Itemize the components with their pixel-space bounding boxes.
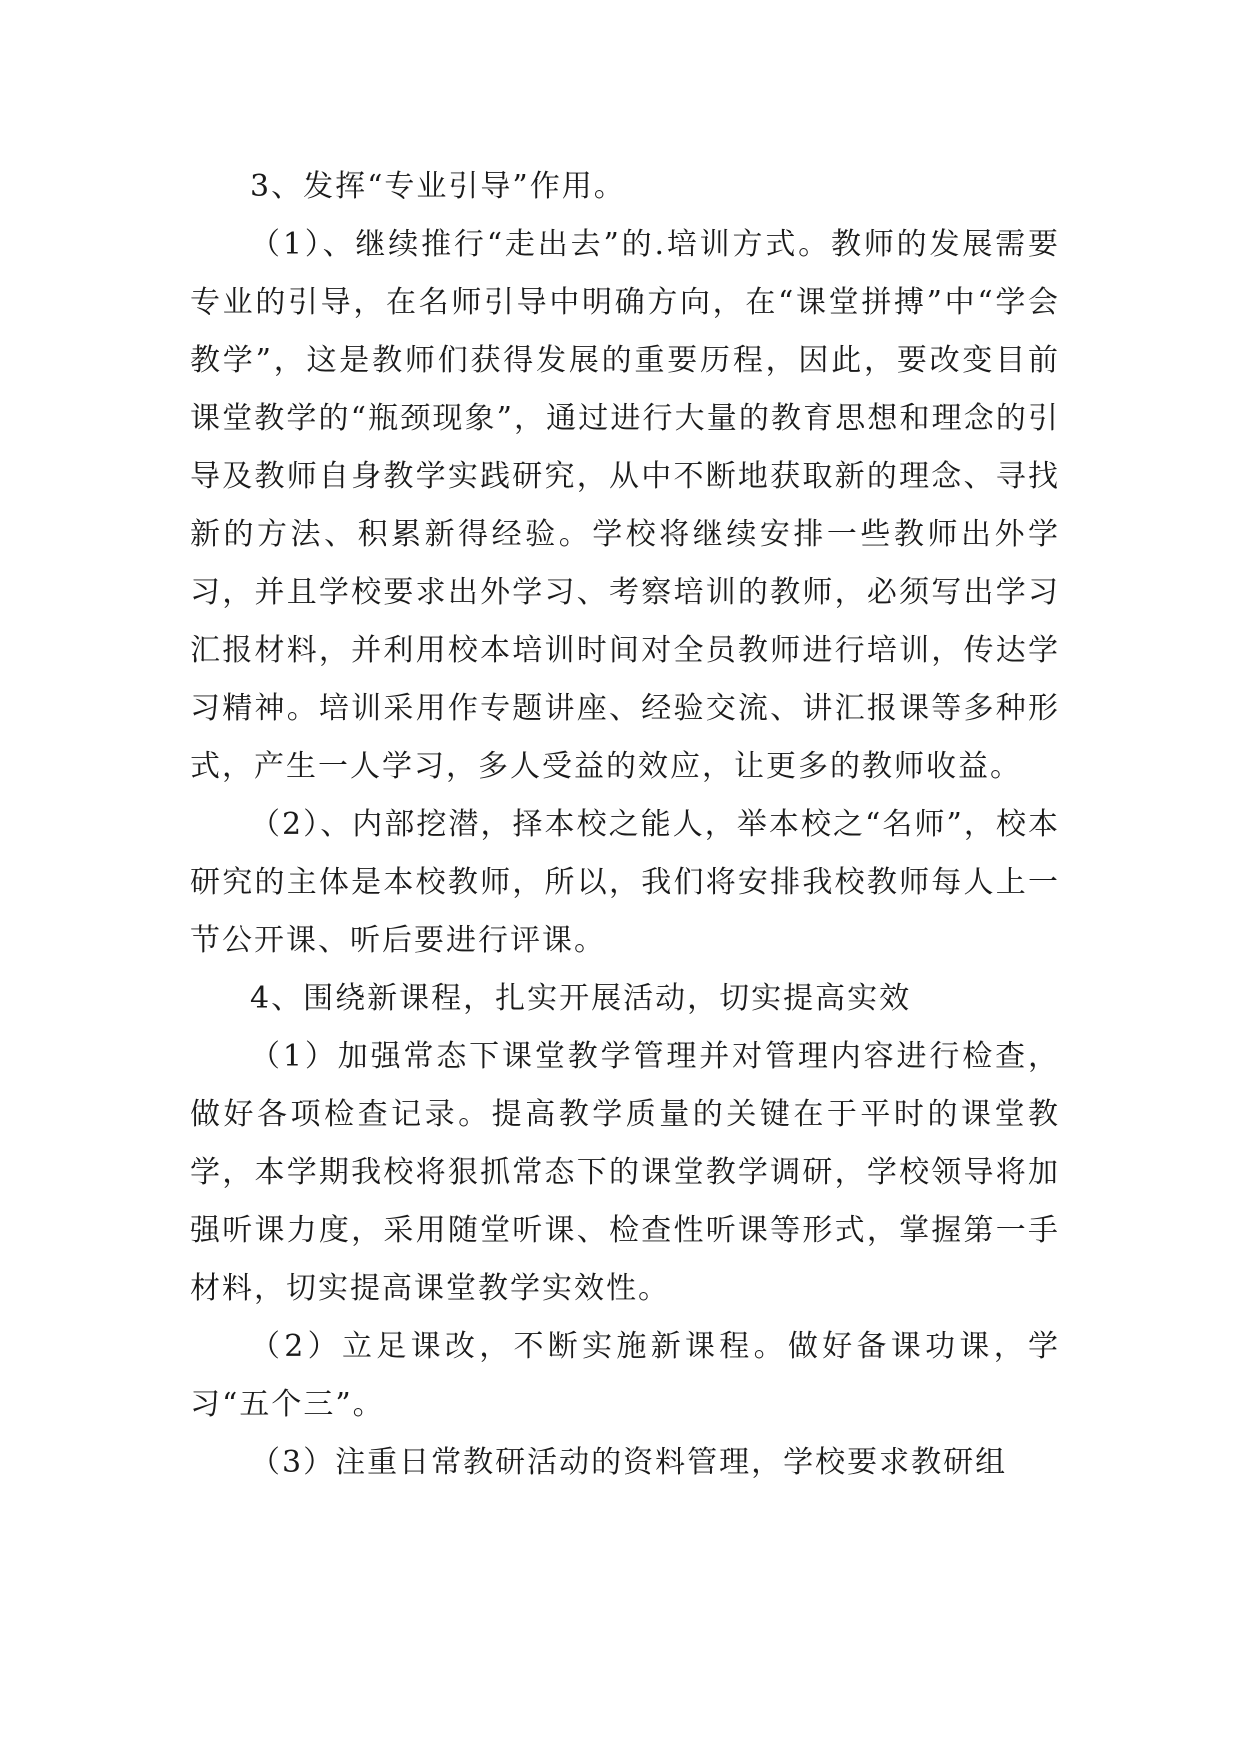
paragraph: （2）立足课改，不断实施新课程。做好备课功课，学习“五个三”。 (190, 1329, 1060, 1422)
paragraph: （1）加强常态下课堂教学管理并对管理内容进行检查，做好各项检查记录。提高教学质量的关键在于平时的课堂教学，本学期我校将狠抓常态下的课堂教学调研，学校领导将加强听课力度，采用随堂听课、检查性听课等形式，掌握第一手材料，切实提高课堂教学实效性。 (190, 1039, 1060, 1306)
paragraph: 4、围绕新课程，扎实开展活动，切实提高实效 (250, 981, 912, 1016)
paragraph: （2）、内部挖潜，择本校之能人，举本校之“名师”，校本研究的主体是本校教师，所以，我们将安排我校教师每人上一节公开课、听后要进行评课。 (190, 807, 1060, 958)
paragraph: 3、发挥“专业引导”作用。 (250, 169, 626, 204)
document-body (190, 158, 1060, 1492)
paragraph: （1）、继续推行“走出去”的.培训方式。教师的发展需要专业的引导，在名师引导中明确方向，在“课堂拼搏”中“学会教学”，这是教师们获得发展的重要历程，因此，要改变目前课堂教学的“瓶颈现象”，通过进行大量的教育思想和理念的引导及教师自身教学实践研究，从中不断地获取新的理念、寻找新的方法、积累新得经验。学校将继续安排一些教师出外学习，并且学校要求出外学习、考察培训的教师，必须写出学习汇报材料，并利用校本培训时间对全员教师进行培训，传达学习精神。培训采用作专题讲座、经验交流、讲汇报课等多种形式，产生一人学习，多人受益的效应，让更多的教师收益。 (190, 227, 1060, 784)
paragraph: （3）注重日常教研活动的资料管理，学校要求教研组 (250, 1445, 1008, 1480)
